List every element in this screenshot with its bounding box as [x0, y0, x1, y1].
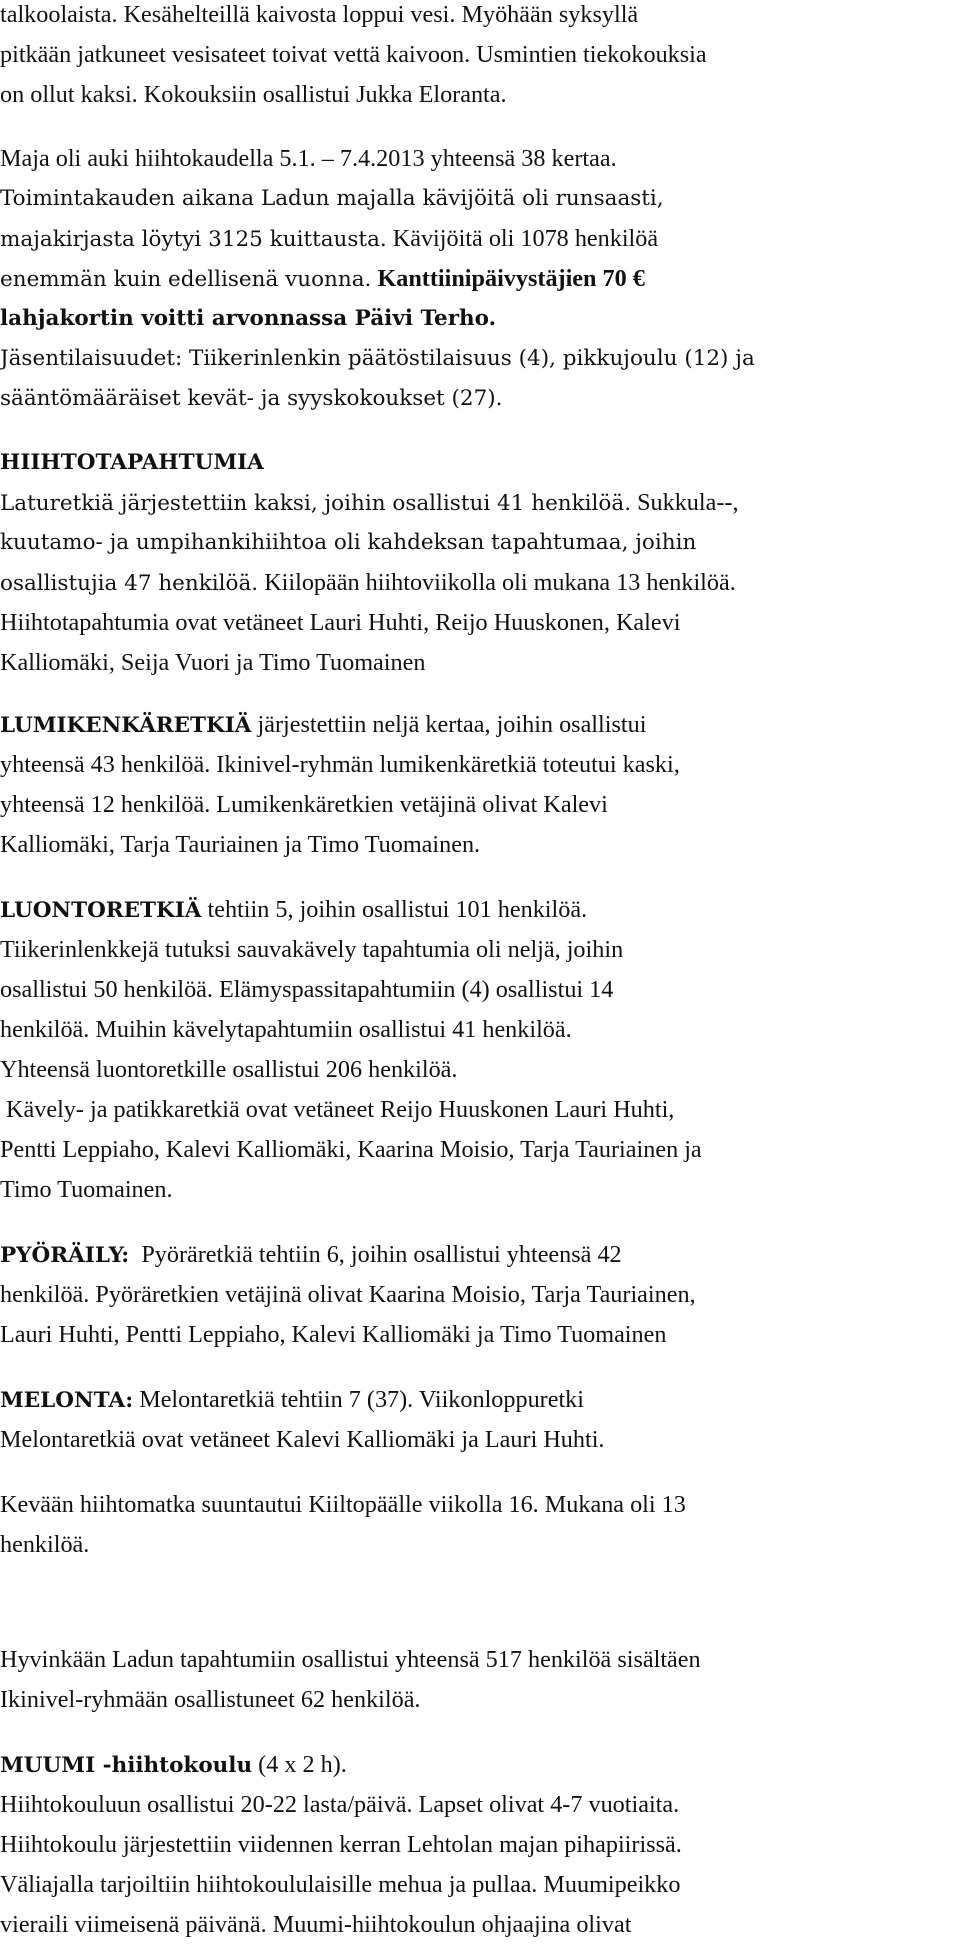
text-run: Maja oli auki hiihtokaudella 5.1. – 7.4.2013 yhteensä 38 kertaa. — [0, 145, 617, 172]
section-heading: MELONTA: — [0, 1388, 134, 1413]
text-line — [0, 935, 623, 965]
text-line — [0, 80, 507, 110]
text-run: Jäsentilaisuudet: Tiikerinlenkin päätöstilaisuus (4), pikkujoulu (12) ja — [0, 346, 755, 371]
text-run: on ollut kaksi. Kokouksiin osallistui Jukka Eloranta. — [0, 81, 507, 108]
text-run: Pentti Leppiaho, Kalevi Kalliomäki, Kaarina Moisio, Tarja Tauriainen ja — [0, 1136, 702, 1163]
section-heading: MUUMI -hiihtokoulu — [0, 1753, 253, 1778]
text-run: Ikinivel-ryhmään osallistuneet 62 henkilöä. — [0, 1686, 421, 1713]
text-line — [0, 1910, 631, 1940]
section-heading — [0, 448, 264, 478]
text-line — [0, 608, 680, 638]
text-run: Ikinivel-ryhmän lumikenkäretkiä toteutui kaski, — [210, 751, 680, 778]
text-run: Hiihtokouluun osallistui 20-22 lasta/päivä. — [0, 1791, 413, 1818]
text-run: henkilöä. — [0, 1281, 90, 1308]
text-line — [0, 1750, 347, 1781]
text-run: Kävely- ja patikkaretkiä ovat vetäneet Reijo Huuskonen Lauri Huhti, — [0, 1096, 675, 1123]
text-run: Yhteensä luontoretkille osallistui 206 henkilöä. — [0, 1056, 458, 1083]
text-line — [0, 1790, 679, 1820]
text-line — [0, 144, 617, 174]
text-line — [0, 750, 680, 780]
text-run: Muumi-hiihtokoulun ohjaajina olivat — [266, 1911, 632, 1938]
text-run: Elämyspassitapahtumiin (4) osallistui 14 — [212, 976, 614, 1003]
text-run: Melontaretkiä tehtiin 7 (37). — [133, 1386, 414, 1413]
text-line — [0, 975, 613, 1005]
text-line — [0, 1095, 674, 1125]
text-run: Kalliomäki, Seija Vuori ja Timo Tuomainen — [0, 649, 426, 676]
text-run: enemmän kuin edellisenä vuonna. — [0, 267, 372, 292]
text-run: Hiihtotapahtumia ovat vetäneet Lauri Huhti, Reijo Huuskonen, Kalevi — [0, 609, 681, 636]
text-line — [0, 1280, 696, 1310]
text-run: osallistui 50 henkilöä. — [0, 976, 213, 1003]
text-run: Kävijöitä oli 1078 henkilöä — [386, 225, 659, 252]
text-run: kuutamo- ja umpihankihiihtoa oli kahdeksan tapahtumaa, joihin — [0, 530, 697, 555]
text-run: järjestettiin neljä kertaa, joihin osallistui — [251, 711, 647, 738]
text-run: Väliajalla tarjoiltiin hiihtokoululaisille mehua ja pullaa. — [0, 1871, 538, 1898]
text-line — [0, 304, 496, 334]
text-line — [0, 1135, 702, 1165]
text-run: Hyvinkään Ladun tapahtumiin osallistui yhteensä 517 henkilöä sisältäen — [0, 1646, 701, 1673]
text-run: talkoolaista. Kesähelteillä kaivosta loppui vesi. Myöhään syksyllä — [0, 1, 639, 28]
text-line — [0, 488, 739, 519]
text-line — [0, 1385, 584, 1416]
text-line — [0, 224, 658, 255]
text-run: (4 x 2 h). — [252, 1751, 347, 1778]
text-run: Lumikenkäretkien vetäjinä olivat Kalevi — [210, 791, 608, 818]
text-line — [0, 1320, 666, 1350]
text-run: lahjakortin voitti arvonnassa Päivi Terho. — [0, 306, 497, 331]
text-line — [0, 1490, 686, 1520]
text-run: Hiihtokoulu järjestettiin viidennen kerran Lehtolan majan pihapiirissä. — [0, 1831, 682, 1858]
text-line — [0, 528, 696, 558]
text-line — [0, 1685, 420, 1715]
section-heading: LUONTORETKIÄ — [0, 898, 202, 923]
text-run: Tiikerinlenkkejä tutuksi sauvakävely tapahtumia oli neljä, joihin — [0, 936, 624, 963]
text-run: Mukana oli 13 — [538, 1491, 686, 1518]
text-line — [0, 1870, 680, 1900]
text-run: henkilöä. — [0, 1531, 90, 1558]
section-heading: LUMIKENKÄRETKIÄ — [0, 713, 252, 738]
text-line — [0, 568, 736, 599]
text-line — [0, 830, 480, 860]
text-run: HIIHTOTAPAHTUMIA — [0, 450, 264, 475]
text-run: Pyöräretkiä tehtiin 6, joihin osallistui yhteensä 42 — [129, 1241, 622, 1268]
text-run: Lauri Huhti, Pentti Leppiaho, Kalevi Kalliomäki ja Timo Tuomainen — [0, 1321, 667, 1348]
text-line — [0, 264, 645, 295]
text-line — [0, 895, 587, 926]
text-line — [0, 384, 502, 414]
text-run: yhteensä 43 henkilöä. — [0, 751, 211, 778]
text-run: majakirjasta löytyi 3125 kuittausta. — [0, 227, 387, 252]
text-run: Toimintakauden aikana Ladun majalla kävijöitä oli runsaasti, — [0, 186, 664, 211]
text-line — [0, 1015, 572, 1045]
text-line — [0, 0, 638, 30]
text-run: tehtiin 5, joihin osallistui 101 henkilöä. — [201, 896, 588, 923]
text-line — [0, 1240, 622, 1271]
text-run: Timo Tuomainen. — [0, 1176, 173, 1203]
text-run: Muihin kävelytapahtumiin osallistui 41 henkilöä. — [89, 1016, 572, 1043]
text-line — [0, 1175, 173, 1205]
text-run: vieraili viimeisenä päivänä. — [0, 1911, 267, 1938]
text-run: Lapset olivat 4-7 vuotiaita. — [412, 1791, 680, 1818]
text-run: yhteensä 12 henkilöä. — [0, 791, 211, 818]
text-run: Kanttiinipäivystäjien 70 € — [371, 265, 645, 292]
text-run: henkilöä. — [0, 1016, 90, 1043]
text-run: Kiilopään hiihtoviikolla oli mukana 13 henkilöä. — [258, 569, 736, 596]
text-line — [0, 184, 664, 214]
section-heading: PYÖRÄILY: — [0, 1243, 130, 1268]
text-line — [0, 1425, 604, 1455]
text-line — [0, 1055, 457, 1085]
text-run: Laturetkiä järjestettiin kaksi, joihin osallistui 41 henkilöä. — [0, 491, 632, 516]
text-run: osallistujia 47 henkilöä. — [0, 571, 259, 596]
text-line — [0, 648, 425, 678]
text-run: Sukkula--, — [631, 489, 739, 516]
text-line — [0, 1645, 701, 1675]
text-run: Muumipeikko — [537, 1871, 681, 1898]
text-run: Kevään hiihtomatka suuntautui Kiiltopäälle viikolla 16. — [0, 1491, 539, 1518]
text-line — [0, 710, 646, 741]
text-run: pitkään jatkuneet vesisateet toivat vettä kaivoon. Usmintien tiekokouksia — [0, 41, 707, 68]
text-line — [0, 1530, 89, 1560]
text-line — [0, 344, 755, 374]
text-line — [0, 40, 707, 70]
text-run: Viikonloppuretki — [413, 1386, 584, 1413]
text-line — [0, 1830, 682, 1860]
text-run: sääntömääräiset kevät- ja syyskokoukset (27). — [0, 386, 503, 411]
text-run: Melontaretkiä ovat vetäneet Kalevi Kalliomäki ja Lauri Huhti. — [0, 1426, 605, 1453]
text-line — [0, 790, 608, 820]
text-run: Pyöräretkien vetäjinä olivat Kaarina Moisio, Tarja Tauriainen, — [89, 1281, 696, 1308]
text-run: Kalliomäki, Tarja Tauriainen ja Timo Tuomainen. — [0, 831, 481, 858]
